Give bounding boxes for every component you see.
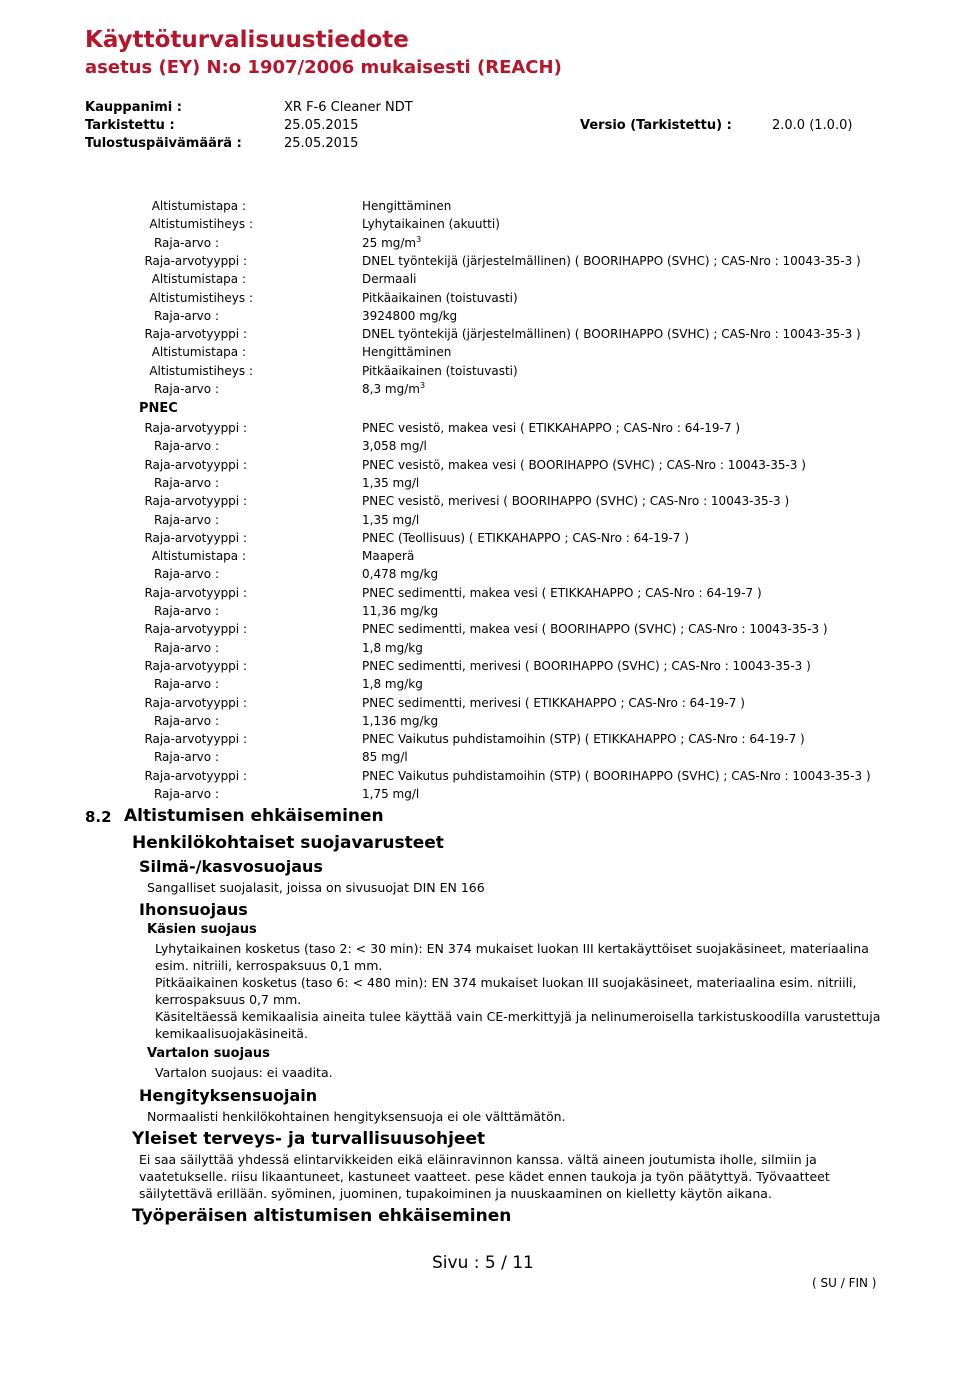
general-text-2: vaatetukselle. riisu likaantuneet, kastuneet vaatteet. pese kädet ennen taukoja ja työn päätyttyä. Työvaatteet (139, 1169, 830, 1184)
row-value (362, 639, 423, 657)
body-heading: Vartalon suojaus (147, 1046, 270, 1061)
table-row (0, 492, 860, 510)
row-label: Altistumistapa : (151, 549, 246, 564)
row-value (362, 657, 811, 675)
hand-text-1a: Lyhytaikainen kosketus (taso 2: < 30 min): EN 374 mukaiset luokan III kertakäyttöiset suojakäsineet, materiaalina (155, 941, 869, 956)
row-label: Raja-arvotyyppi : (144, 253, 247, 268)
row-label: Altistumistapa : (151, 199, 246, 213)
section-number: 8.2 (85, 808, 112, 826)
resp-heading: Hengityksensuojain (139, 1086, 318, 1105)
row-label: Raja-arvotyyppi : (144, 530, 247, 545)
table-row (0, 584, 860, 602)
row-value-text: PNEC sedimentti, merivesi ( ETIKKAHAPPO ; CAS-Nro : 64-19-7 ) (362, 695, 745, 710)
row-label: Raja-arvo : (153, 475, 219, 490)
row-label: Raja-arvo : (153, 787, 219, 801)
row-value-text: PNEC sedimentti, merivesi ( BOORIHAPPO (SVHC) ; CAS-Nro : 10043-35-3 ) (362, 658, 811, 673)
row-value (362, 712, 438, 730)
row-value-text: Maaperä (362, 549, 415, 564)
row-value (362, 511, 419, 529)
row-value-text: PNEC vesistö, makea vesi ( BOORIHAPPO (SVHC) ; CAS-Nro : 10043-35-3 ) (362, 457, 806, 472)
row-value (362, 620, 828, 638)
row-value-text: PNEC (Teollisuus) ( ETIKKAHAPPO ; CAS-Nro : 64-19-7 ) (362, 530, 689, 545)
row-value (362, 234, 421, 252)
row-value (362, 307, 457, 325)
row-value (362, 270, 416, 288)
table-row (0, 694, 860, 712)
eye-heading: Silmä-/kasvosuojaus (139, 857, 323, 876)
row-value-text: Hengittäminen (362, 345, 452, 360)
table-row (0, 437, 860, 455)
table-row (0, 675, 860, 693)
general-text-1: Ei saa säilyttää yhdessä elintarvikkeiden eikä eläinravinnon kanssa. vältä aineen joutumista iholle, silmiin ja (139, 1152, 817, 1167)
row-value (362, 730, 805, 748)
tulostus-label: Tulostuspäivämäärä : (85, 136, 242, 151)
row-value-text: PNEC vesistö, merivesi ( BOORIHAPPO (SVHC) ; CAS-Nro : 10043-35-3 ) (362, 494, 790, 509)
table-row (0, 730, 860, 748)
table-row (0, 197, 860, 215)
row-value-text: Hengittäminen (362, 199, 452, 213)
row-label: Raja-arvo : (153, 604, 219, 618)
table-row (0, 362, 860, 380)
row-value-text: DNEL työntekijä (järjestelmällinen) ( BOORIHAPPO (SVHC) ; CAS-Nro : 10043-35-3 ) (362, 327, 861, 342)
row-value (362, 767, 871, 785)
row-value-text: 8,3 mg/m (362, 382, 420, 396)
table-row (0, 785, 860, 803)
table-row (0, 474, 860, 492)
work-heading: Työperäisen altistumisen ehkäiseminen (132, 1206, 512, 1226)
table-row (0, 380, 860, 398)
row-value (362, 437, 427, 455)
row-label: Altistumistapa : (151, 345, 246, 360)
row-value (362, 602, 438, 620)
language-code: ( SU / FIN ) (812, 1276, 877, 1290)
unit-superscript: 3 (419, 381, 426, 390)
table-row (0, 343, 860, 361)
row-label: Raja-arvotyyppi : (144, 494, 247, 509)
row-label: Raja-arvotyyppi : (144, 421, 247, 435)
tarkistettu-value: 25.05.2015 (284, 118, 359, 133)
row-label: Raja-arvotyyppi : (144, 768, 247, 783)
table-row (0, 620, 860, 638)
table-row (0, 712, 860, 730)
document-title: Käyttöturvalisuustiedote (85, 27, 409, 53)
row-value (362, 492, 789, 510)
row-value-text: PNEC sedimentti, makea vesi ( ETIKKAHAPPO ; CAS-Nro : 64-19-7 ) (362, 585, 762, 600)
row-label: Raja-arvo : (153, 750, 219, 765)
row-label: Raja-arvo : (153, 640, 219, 655)
row-label: Altistumistiheys : (149, 290, 253, 305)
resp-text: Normaalisti henkilökohtainen hengityksensuoja ei ole välttämätön. (147, 1109, 566, 1124)
row-value (362, 362, 518, 380)
skin-heading: Ihonsuojaus (139, 900, 248, 919)
hand-text-2b: kerrospaksuus 0,7 mm. (155, 992, 302, 1007)
row-value (362, 289, 518, 307)
row-label: Raja-arvo : (153, 235, 219, 250)
row-value-text: 1,35 mg/l (362, 475, 420, 490)
row-value (362, 197, 451, 215)
row-value-text: 11,36 mg/kg (362, 604, 439, 618)
table-row (0, 215, 860, 233)
row-label: Raja-arvo : (153, 439, 219, 454)
pnec-heading: PNEC (139, 401, 178, 416)
section-title: Altistumisen ehkäiseminen (124, 806, 384, 826)
row-value-text: Lyhytaikainen (akuutti) (362, 217, 500, 232)
table-row (0, 419, 860, 437)
table-row (0, 456, 860, 474)
row-value (362, 584, 762, 602)
table-row (0, 547, 860, 565)
row-label: Raja-arvo : (153, 308, 219, 323)
row-label: Raja-arvo : (153, 382, 219, 396)
row-value (362, 380, 425, 398)
table-row (0, 234, 860, 252)
hand-text-3a: Käsiteltäessä kemikaalisia aineita tulee käyttää vain CE-merkittyjä ja nelinumeroisella tarkistuskoodilla varustettuja (155, 1009, 881, 1024)
row-value (362, 547, 414, 565)
row-value-text: 1,8 mg/kg (362, 640, 423, 655)
table-row (0, 325, 860, 343)
hand-text-3b: kemikaalisuojakäsineitä. (155, 1026, 308, 1041)
row-label: Raja-arvotyyppi : (144, 327, 247, 342)
kauppanimi-value: XR F-6 Cleaner NDT (284, 100, 413, 115)
table-row (0, 748, 860, 766)
tarkistettu-label: Tarkistettu : (85, 118, 175, 133)
row-value-text: 85 mg/l (362, 750, 408, 765)
row-label: Raja-arvotyyppi : (144, 695, 247, 710)
tulostus-value: 25.05.2015 (284, 136, 359, 151)
row-value (362, 325, 861, 343)
table-row (0, 511, 860, 529)
row-value-text: 0,478 mg/kg (362, 567, 439, 582)
row-value-text: 25 mg/m (362, 235, 417, 250)
body-text: Vartalon suojaus: ei vaadita. (155, 1065, 333, 1080)
row-value-text: PNEC Vaikutus puhdistamoihin (STP) ( ETIKKAHAPPO ; CAS-Nro : 64-19-7 ) (362, 732, 805, 747)
table-row (0, 307, 860, 325)
row-label: Raja-arvo : (153, 567, 219, 582)
row-value (362, 252, 861, 270)
table-row (0, 565, 860, 583)
row-value (362, 215, 500, 233)
table-row (0, 767, 871, 785)
row-label: Raja-arvotyyppi : (144, 732, 247, 747)
row-label: Raja-arvotyyppi : (144, 622, 247, 637)
row-value (362, 456, 806, 474)
table-row (0, 529, 860, 547)
row-value-text: Pitkäaikainen (toistuvasti) (362, 290, 518, 305)
page-number: Sivu : 5 / 11 (432, 1253, 534, 1273)
row-value (362, 694, 745, 712)
row-value-text: PNEC sedimentti, makea vesi ( BOORIHAPPO (SVHC) ; CAS-Nro : 10043-35-3 ) (362, 622, 828, 637)
general-heading: Yleiset terveys- ja turvallisuusohjeet (132, 1129, 486, 1149)
kauppanimi-label: Kauppanimi : (85, 100, 182, 115)
table-row (0, 657, 860, 675)
row-value-text: PNEC vesistö, makea vesi ( ETIKKAHAPPO ; CAS-Nro : 64-19-7 ) (362, 421, 741, 435)
row-value-text: 3924800 mg/kg (362, 308, 458, 323)
eye-text: Sangalliset suojalasit, joissa on sivusuojat DIN EN 166 (147, 880, 485, 895)
row-label: Altistumistiheys : (149, 363, 253, 378)
row-value-text: 3,058 mg/l (362, 439, 427, 454)
versio-value: 2.0.0 (1.0.0) (772, 118, 853, 133)
row-value-text: 1,75 mg/l (362, 787, 420, 801)
row-value-text: 1,8 mg/kg (362, 677, 423, 692)
row-value (362, 474, 419, 492)
versio-label: Versio (Tarkistettu) : (580, 118, 732, 133)
row-value (362, 419, 740, 437)
hand-heading: Käsien suojaus (147, 922, 257, 937)
row-label: Raja-arvo : (153, 677, 219, 692)
row-value (362, 529, 689, 547)
row-value (362, 565, 438, 583)
row-label: Raja-arvotyyppi : (144, 457, 247, 472)
row-value-text: Pitkäaikainen (toistuvasti) (362, 363, 518, 378)
row-value-text: 1,136 mg/kg (362, 713, 439, 728)
table-row (0, 639, 860, 657)
row-value (362, 748, 408, 766)
table-row (0, 602, 860, 620)
row-label: Raja-arvo : (153, 713, 219, 728)
table-row (0, 252, 860, 270)
table-row (0, 270, 860, 288)
row-label: Raja-arvo : (153, 512, 219, 527)
general-text-3: säilytettävä erillään. syöminen, juominen, tupakoiminen ja nuuskaaminen on kielletty käytön aikana. (139, 1186, 772, 1201)
row-label: Altistumistiheys : (149, 217, 253, 232)
row-value-text: Dermaali (362, 272, 417, 287)
row-label: Raja-arvotyyppi : (144, 585, 247, 600)
hand-text-2a: Pitkäaikainen kosketus (taso 6: < 480 min): EN 374 mukaiset luokan III suojakäsineet, materiaalina esim. nitriili, (155, 975, 857, 990)
row-value (362, 675, 423, 693)
ppe-heading: Henkilökohtaiset suojavarusteet (132, 833, 444, 853)
row-value-text: PNEC Vaikutus puhdistamoihin (STP) ( BOORIHAPPO (SVHC) ; CAS-Nro : 10043-35-3 ) (362, 768, 871, 783)
row-value (362, 785, 419, 803)
hand-text-1b: esim. nitriili, kerrospaksuus 0,1 mm. (155, 958, 383, 973)
unit-superscript: 3 (416, 234, 422, 244)
row-value-text: 1,35 mg/l (362, 512, 420, 527)
row-label: Raja-arvotyyppi : (144, 658, 247, 673)
table-row (0, 289, 860, 307)
row-value-text: DNEL työntekijä (järjestelmällinen) ( BOORIHAPPO (SVHC) ; CAS-Nro : 10043-35-3 ) (362, 253, 861, 268)
row-label: Altistumistapa : (151, 272, 246, 287)
document-subtitle: asetus (EY) N:o 1907/2006 mukaisesti (REACH) (85, 57, 562, 78)
row-value (362, 343, 451, 361)
